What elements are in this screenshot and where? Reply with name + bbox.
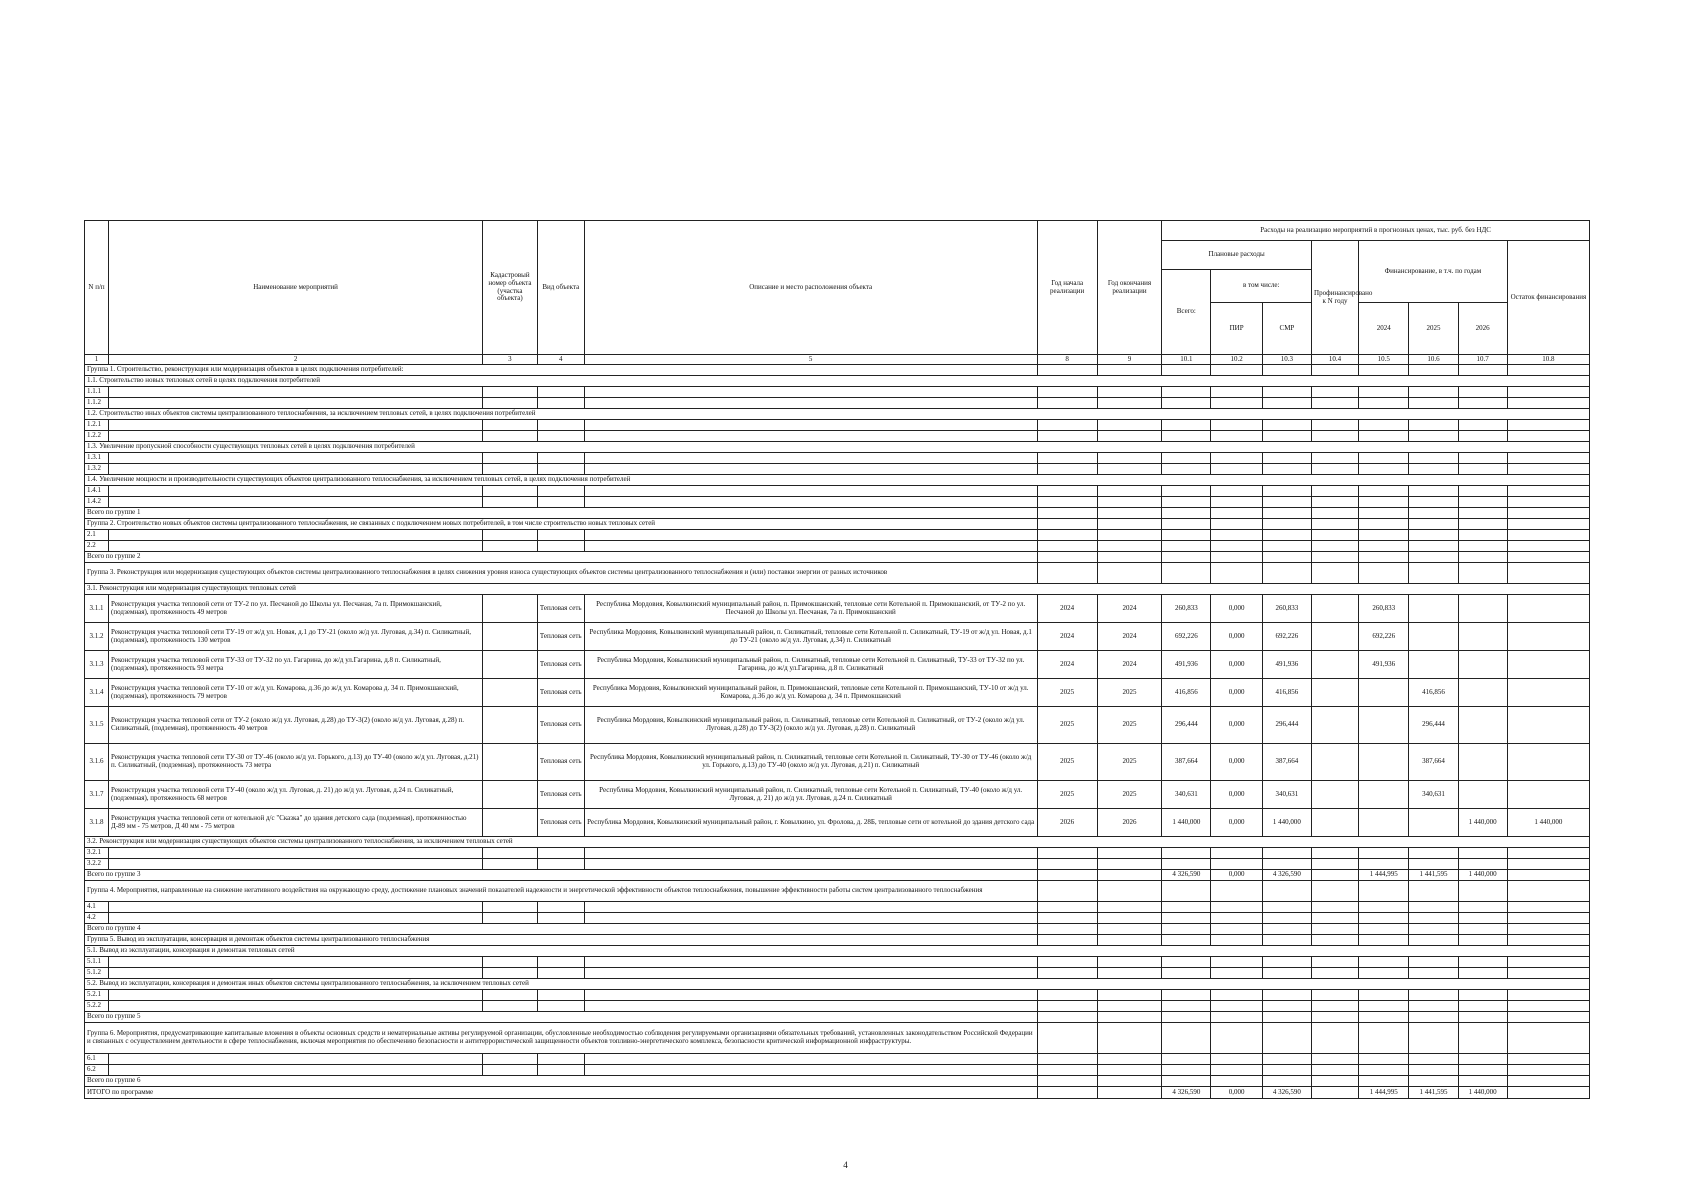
group-2-title: Группа 2. Строительство новых объектов системы централизованного теплоснабжения, не связанных с подключением новых потребителей, в том числе строительство новых тепловых сетей	[85, 519, 1038, 530]
table-row	[85, 809, 1590, 837]
group-total-label: Всего по группе 1	[85, 508, 1038, 519]
object-kind: Тепловая сеть	[537, 781, 584, 809]
total-value: 416,856	[1162, 679, 1211, 707]
smr-value: 296,444	[1262, 707, 1311, 744]
col-header-year-end: Год окончания реализации	[1097, 221, 1162, 355]
total-value: 387,664	[1162, 744, 1211, 781]
program-2026: 1 440,000	[1458, 1087, 1507, 1099]
row-number: 4.1	[85, 902, 109, 913]
financing-2025: 296,444	[1409, 707, 1458, 744]
measure-name: Реконструкция участка тепловой сети ТУ-40 (около ж/д ул. Луговая, д. 21) до ж/д ул. Луговая, д.24 п. Силикатный, (подземная), протяженность 68 метров	[109, 781, 483, 809]
group-3-title: Группа 3. Реконструкция или модернизация существующих объектов системы централизованного теплоснабжения в целях снижения уровня износа существующих объектов системы централизованного теплоснабжения и (или) поставки энергии от разных источников	[85, 563, 1038, 584]
subsection-title: 3.2. Реконструкция или модернизация существующих объектов системы централизованного теплоснабжения, за исключением тепловых сетей	[85, 837, 1590, 848]
financing-2026	[1458, 781, 1507, 809]
financing-2026	[1458, 623, 1507, 651]
year-start: 2024	[1037, 651, 1097, 679]
financing-2026	[1458, 679, 1507, 707]
pir-value: 0,000	[1211, 744, 1262, 781]
row-number: 1.4.1	[85, 486, 109, 497]
table-row	[85, 1065, 1590, 1076]
object-description: Республика Мордовия, Ковылкинский муниципальный район, г. Ковылкино, ул. Фролова, д. 28Б, тепловые сети от котельной до здания детского сада	[584, 809, 1037, 837]
smr-value: 416,856	[1262, 679, 1311, 707]
financing-2024	[1359, 809, 1409, 837]
program-total: 4 326,590	[1162, 1087, 1211, 1099]
col-header-n: N п/п	[85, 221, 109, 355]
object-kind: Тепловая сеть	[537, 809, 584, 837]
col-header-year-start: Год начала реализации	[1037, 221, 1097, 355]
row-number: 3.1.7	[85, 781, 109, 809]
group-1-title: Группа 1. Строительство, реконструкция или модернизация объектов в целях подключения потребителей:	[85, 365, 1038, 376]
year-end: 2025	[1097, 744, 1162, 781]
row-number: 1.3.2	[85, 464, 109, 475]
table-row	[85, 464, 1590, 475]
col-header-including: в том числе:	[1211, 270, 1312, 303]
col-header-financed-n: Профинансировано к N году	[1312, 241, 1359, 355]
total-value: 491,936	[1162, 651, 1211, 679]
year-end: 2025	[1097, 707, 1162, 744]
group-3-row	[85, 563, 1590, 584]
object-description: Республика Мордовия, Ковылкинский муниципальный район, п. Силикатный, тепловые сети Котельной п. Силикатный, ТУ-40 (около ж/д ул. Луговая, д. 21) до ж/д ул. Луговая, д.24 п. Силикатный	[584, 781, 1037, 809]
column-number: 9	[1097, 355, 1162, 365]
group-total-label: Всего по группе 5	[85, 1012, 1038, 1023]
row-number: 3.1.2	[85, 623, 109, 651]
table-row	[85, 990, 1590, 1001]
financing-2025	[1409, 651, 1458, 679]
row-number: 1.3.1	[85, 453, 109, 464]
col-header-2026: 2026	[1458, 303, 1507, 355]
table-row	[85, 530, 1590, 541]
row-number: 5.2.2	[85, 1001, 109, 1012]
object-description: Республика Мордовия, Ковылкинский муниципальный район, п. Силикатный, тепловые сети Котельной п. Силикатный, от ТУ-2 (около ж/д ул. Луговая, д.28) до ТУ-3(2) (около ж/д ул. Луговая, д.28) п. Силикатный	[584, 707, 1037, 744]
measure-name: Реконструкция участка тепловой сети ТУ-19 от ж/д ул. Новая, д.1 до ТУ-21 (около ж/д ул. Луговая, д.34) п. Силикатный, (подземная), протяженность 130 метров	[109, 623, 483, 651]
col-header-planned: Плановые расходы	[1162, 241, 1312, 270]
group-total-label: Всего по группе 6	[85, 1076, 1038, 1087]
year-end: 2024	[1097, 595, 1162, 623]
group-5-row	[85, 935, 1590, 946]
group-3-2024: 1 444,995	[1359, 870, 1409, 881]
row-number: 5.1.2	[85, 968, 109, 979]
object-kind: Тепловая сеть	[537, 707, 584, 744]
col-header-description: Описание и место расположения объекта	[584, 221, 1037, 355]
column-number: 4	[537, 355, 584, 365]
object-description: Республика Мордовия, Ковылкинский муниципальный район, п. Силикатный, тепловые сети Котельной п. Силикатный, ТУ-30 от ТУ-46 (около ж/д ул. Горького, д.13) до ТУ-40 (около ж/д ул. Луговая, д.21) п. Силикатный	[584, 744, 1037, 781]
group-total-label: Всего по группе 4	[85, 924, 1038, 935]
object-kind: Тепловая сеть	[537, 744, 584, 781]
page-number: 4	[843, 1160, 848, 1170]
table-row	[85, 968, 1590, 979]
subsection-title: 1.2. Строительство иных объектов системы централизованного теплоснабжения, за исключением тепловых сетей, в целях подключения потребителей	[85, 409, 1590, 420]
column-number: 3	[483, 355, 538, 365]
year-start: 2025	[1037, 707, 1097, 744]
table-row	[85, 848, 1590, 859]
smr-value: 387,664	[1262, 744, 1311, 781]
year-start: 2026	[1037, 809, 1097, 837]
financing-2025: 387,664	[1409, 744, 1458, 781]
group-3-total: 4 326,590	[1162, 870, 1211, 881]
smr-value: 260,833	[1262, 595, 1311, 623]
year-start: 2025	[1037, 781, 1097, 809]
column-number: 10.2	[1211, 355, 1262, 365]
financing-2025	[1409, 595, 1458, 623]
table-row	[85, 486, 1590, 497]
pir-value: 0,000	[1211, 595, 1262, 623]
column-number: 10.8	[1507, 355, 1589, 365]
financing-2024	[1359, 781, 1409, 809]
program-total-label: ИТОГО по программе	[85, 1087, 1038, 1099]
table-row	[85, 420, 1590, 431]
group-total-label: Всего по группе 2	[85, 552, 1038, 563]
column-number: 8	[1037, 355, 1097, 365]
pir-value: 0,000	[1211, 707, 1262, 744]
year-start: 2024	[1037, 595, 1097, 623]
table-row	[85, 1001, 1590, 1012]
row-number: 5.1.1	[85, 957, 109, 968]
column-number: 10.4	[1312, 355, 1359, 365]
financing-2024: 692,226	[1359, 623, 1409, 651]
table-row	[85, 707, 1590, 744]
col-header-pir: ПИР	[1211, 303, 1262, 355]
financing-2024	[1359, 744, 1409, 781]
row-number: 2.1	[85, 530, 109, 541]
object-description: Республика Мордовия, Ковылкинский муниципальный район, п. Примокшанский, тепловые сети Котельной п. Примокшанский, от ТУ-2 по ул. Песчаной до Школы ул. Песчаная, 7а п. Примокшанский	[584, 595, 1037, 623]
measure-name: Реконструкция участка тепловой сети от ТУ-2 (около ж/д ул. Луговая, д.28) до ТУ-3(2) (около ж/д ул. Луговая, д.28) п. Силикатный, (подземная), протяженность 40 метров	[109, 707, 483, 744]
row-number: 3.1.8	[85, 809, 109, 837]
financing-2026	[1458, 595, 1507, 623]
table-row	[85, 744, 1590, 781]
year-end: 2024	[1097, 651, 1162, 679]
group-total-row	[85, 1076, 1590, 1087]
row-number: 3.1.4	[85, 679, 109, 707]
measure-name: Реконструкция участка тепловой сети ТУ-33 от ТУ-32 по ул. Гагарина, до ж/д ул.Гагарина, д.8 п. Силикатный, (подземная), протяженность 93 метра	[109, 651, 483, 679]
group-4-row	[85, 881, 1590, 902]
table-row	[85, 431, 1590, 442]
smr-value: 491,936	[1262, 651, 1311, 679]
column-number: 5	[584, 355, 1037, 365]
column-number: 10.7	[1458, 355, 1507, 365]
row-number: 2.2	[85, 541, 109, 552]
row-number: 3.1.1	[85, 595, 109, 623]
total-value: 340,631	[1162, 781, 1211, 809]
subsection-title: 3.1. Реконструкция или модернизация существующих тепловых сетей	[85, 584, 1590, 595]
measure-name: Реконструкция участка тепловой сети от котельной д/с "Сказка" до здания детского сада (подземная), протяженностью Д-89 мм - 75 метров, Д 40 мм - 75 метров	[109, 809, 483, 837]
measure-name: Реконструкция участка тепловой сети ТУ-10 от ж/д ул. Комарова, д.36 до ж/д ул. Комарова д. 34 п. Примокшанский, (подземная), протяженность 79 метров	[109, 679, 483, 707]
group-3-2026: 1 440,000	[1458, 870, 1507, 881]
remainder-value: 1 440,000	[1507, 809, 1589, 837]
object-description: Республика Мордовия, Ковылкинский муниципальный район, п. Примокшанский, тепловые сети Котельной п. Примокшанский, ТУ-10 от ж/д ул. Комарова, д.36 до ж/д ул. Комарова д. 34 п. Примокшанский	[584, 679, 1037, 707]
financing-2026: 1 440,000	[1458, 809, 1507, 837]
group-2-row	[85, 519, 1590, 530]
col-header-expenses: Расходы на реализацию мероприятий в прогнозных ценах, тыс. руб. без НДС	[1162, 221, 1590, 241]
financing-2024: 491,936	[1359, 651, 1409, 679]
financing-2025: 416,856	[1409, 679, 1458, 707]
table-row	[85, 595, 1590, 623]
row-number: 3.2.2	[85, 859, 109, 870]
smr-value: 1 440,000	[1262, 809, 1311, 837]
row-number: 1.2.2	[85, 431, 109, 442]
row-number: 4.2	[85, 913, 109, 924]
subsection-title: 5.2. Вывод из эксплуатации, консервация и демонтаж иных объектов системы централизованного теплоснабжения, за исключением тепловых сетей	[85, 979, 1590, 990]
subsection-title: 1.4. Увеличение мощности и производительности существующих объектов централизованного теплоснабжения, за исключением тепловых сетей, в целях подключения потребителей	[85, 475, 1590, 486]
row-number: 6.1	[85, 1054, 109, 1065]
smr-value: 692,226	[1262, 623, 1311, 651]
financing-2025: 340,631	[1409, 781, 1458, 809]
group-6-row	[85, 1023, 1590, 1054]
year-end: 2026	[1097, 809, 1162, 837]
group-4-title: Группа 4. Мероприятия, направленные на снижение негативного воздействия на окружающую среду, достижение плановых значений показателей надежности и энергетической эффективности объектов теплоснабжения, повышение эффективности работы систем централизованного теплоснабжения	[85, 881, 1038, 902]
table-row	[85, 679, 1590, 707]
year-start: 2025	[1037, 744, 1097, 781]
row-number: 3.1.6	[85, 744, 109, 781]
table-row	[85, 623, 1590, 651]
table-row	[85, 398, 1590, 409]
table-row	[85, 541, 1590, 552]
year-end: 2025	[1097, 679, 1162, 707]
col-header-cadastral: Кадастровый номер объекта (участка объекта)	[483, 221, 538, 355]
col-header-2025: 2025	[1409, 303, 1458, 355]
column-number: 10.5	[1359, 355, 1409, 365]
row-number: 1.1.2	[85, 398, 109, 409]
table-row	[85, 1054, 1590, 1065]
col-header-2024: 2024	[1359, 303, 1409, 355]
group-total-row	[85, 924, 1590, 935]
row-number: 3.2.1	[85, 848, 109, 859]
group-3-smr: 4 326,590	[1262, 870, 1311, 881]
year-start: 2025	[1037, 679, 1097, 707]
subsection-title: 5.1. Вывод из эксплуатации, консервация и демонтаж тепловых сетей	[85, 946, 1590, 957]
year-start: 2024	[1037, 623, 1097, 651]
pir-value: 0,000	[1211, 809, 1262, 837]
row-number: 1.4.2	[85, 497, 109, 508]
object-kind: Тепловая сеть	[537, 595, 584, 623]
col-header-smr: СМР	[1262, 303, 1311, 355]
smr-value: 340,631	[1262, 781, 1311, 809]
table-row	[85, 781, 1590, 809]
col-header-financing-by-year: Финансирование, в т.ч. по годам	[1359, 241, 1508, 303]
financing-2024	[1359, 679, 1409, 707]
group-total-row	[85, 552, 1590, 563]
column-number: 10.3	[1262, 355, 1311, 365]
row-number: 3.1.3	[85, 651, 109, 679]
col-header-kind: Вид объекта	[537, 221, 584, 355]
col-header-remainder: Остаток финансирования	[1507, 241, 1589, 355]
group-total-row	[85, 508, 1590, 519]
total-value: 1 440,000	[1162, 809, 1211, 837]
column-number: 10.6	[1409, 355, 1458, 365]
financing-2026	[1458, 651, 1507, 679]
col-header-name: Наименование мероприятий	[109, 221, 483, 355]
group-3-pir: 0,000	[1211, 870, 1262, 881]
subsection-title: 1.3. Увеличение пропускной способности существующих тепловых сетей в целях подключения потребителей	[85, 442, 1590, 453]
program-total-row	[85, 1087, 1590, 1099]
table-row	[85, 957, 1590, 968]
table-row	[85, 497, 1590, 508]
financing-2026	[1458, 707, 1507, 744]
group-total-row	[85, 870, 1590, 881]
financing-2025	[1409, 623, 1458, 651]
col-header-total: Всего:	[1162, 270, 1211, 355]
measure-name: Реконструкция участка тепловой сети от ТУ-2 по ул. Песчаной до Школы ул. Песчаная, 7а п. Примокшанский, (подземная), протяженность 49 метров	[109, 595, 483, 623]
year-end: 2024	[1097, 623, 1162, 651]
group-3-2025: 1 441,595	[1409, 870, 1458, 881]
group-total-row	[85, 1012, 1590, 1023]
column-number: 10.1	[1162, 355, 1211, 365]
object-kind: Тепловая сеть	[537, 651, 584, 679]
pir-value: 0,000	[1211, 623, 1262, 651]
financing-2026	[1458, 744, 1507, 781]
group-1-row	[85, 365, 1590, 376]
row-number: 3.1.5	[85, 707, 109, 744]
table-row	[85, 913, 1590, 924]
investment-program-table	[84, 220, 1590, 1099]
measure-name: Реконструкция участка тепловой сети ТУ-30 от ТУ-46 (около ж/д ул. Горького, д.13) до ТУ-40 (около ж/д ул. Луговая, д.21) п. Силикатный, (подземная), протяженность 73 метра	[109, 744, 483, 781]
total-value: 260,833	[1162, 595, 1211, 623]
column-number: 1	[85, 355, 109, 365]
financing-2024	[1359, 707, 1409, 744]
table-row	[85, 387, 1590, 398]
pir-value: 0,000	[1211, 651, 1262, 679]
table-row	[85, 902, 1590, 913]
row-number: 1.2.1	[85, 420, 109, 431]
program-pir: 0,000	[1211, 1087, 1262, 1099]
pir-value: 0,000	[1211, 781, 1262, 809]
row-number: 1.1.1	[85, 387, 109, 398]
financing-2024: 260,833	[1359, 595, 1409, 623]
program-2025: 1 441,595	[1409, 1087, 1458, 1099]
table-row	[85, 453, 1590, 464]
financing-2025	[1409, 809, 1458, 837]
group-5-title: Группа 5. Вывод из эксплуатации, консервация и демонтаж объектов системы централизованного теплоснабжения	[85, 935, 1038, 946]
subsection-title: 1.1. Строительство новых тепловых сетей в целях подключения потребителей	[85, 376, 1590, 387]
object-kind: Тепловая сеть	[537, 679, 584, 707]
column-number: 2	[109, 355, 483, 365]
group-total-label: Всего по группе 3	[85, 870, 1038, 881]
program-smr: 4 326,590	[1262, 1087, 1311, 1099]
program-2024: 1 444,995	[1359, 1087, 1409, 1099]
object-description: Республика Мордовия, Ковылкинский муниципальный район, п. Силикатный, тепловые сети Котельной п. Силикатный, ТУ-33 от ТУ-32 по ул. Гагарина, до ж/д ул.Гагарина, д.8 п. Силикатный	[584, 651, 1037, 679]
row-number: 5.2.1	[85, 990, 109, 1001]
year-end: 2025	[1097, 781, 1162, 809]
total-value: 296,444	[1162, 707, 1211, 744]
object-kind: Тепловая сеть	[537, 623, 584, 651]
table-row	[85, 651, 1590, 679]
pir-value: 0,000	[1211, 679, 1262, 707]
row-number: 6.2	[85, 1065, 109, 1076]
object-description: Республика Мордовия, Ковылкинский муниципальный район, п. Силикатный, тепловые сети Котельной п. Силикатный, ТУ-19 от ж/д ул. Новая, д.1 до ТУ-21 (около ж/д ул. Луговая, д.34) п. Силикатный	[584, 623, 1037, 651]
total-value: 692,226	[1162, 623, 1211, 651]
group-6-title: Группа 6. Мероприятия, предусматривающие капитальные вложения в объекты основных средств и нематериальные активы регулируемой организации, обусловленные необходимостью соблюдения регулируемыми организациями обязательных требований, установленных законодательством Российской Федерации и связанных с осуществлением деятельности в сфере теплоснабжения, включая мероприятия по обеспечению безопасности и антитеррористической защищенности объектов топливно-энергетического комплекса, безопасности критической информационной инфраструктуры.	[85, 1023, 1038, 1054]
table-row	[85, 859, 1590, 870]
column-numbers-row	[85, 355, 1590, 365]
